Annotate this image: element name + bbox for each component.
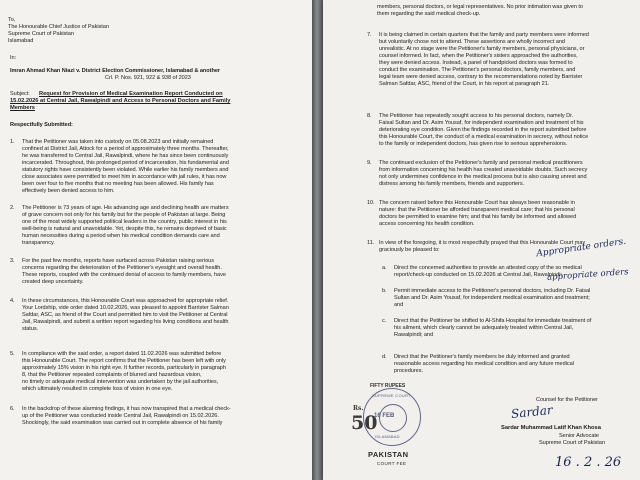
paragraph-line: and bbox=[394, 302, 404, 309]
paragraph-line: Your Lordship, vide order dated 10.02.2026, was pleased to appoint Barrister Salman bbox=[22, 305, 229, 312]
paragraph-line: been over four to five months that no meeting has been allowed. His family has bbox=[22, 181, 214, 188]
page-left bbox=[0, 0, 312, 480]
paragraph-line: to the family or independent doctors, has given rise to serious apprehensions. bbox=[379, 141, 568, 148]
stamp-value: 50 bbox=[351, 412, 378, 434]
paragraph-line: not only undermines confidence in the medical process but is also causing unrest and bbox=[379, 174, 587, 181]
paragraph-line: In these circumstances, this Honourable Court was approached for appropriate relief. bbox=[22, 298, 229, 304]
right-text-area bbox=[323, 0, 640, 480]
paragraph-line: transparency. bbox=[22, 240, 55, 247]
paragraph-line: Safdar, ASC, as friend of the Court and permitted him to visit the Petitioner at Central bbox=[22, 312, 228, 319]
paragraph-line: For the past few months, reports have surfaced across Pakistan raising serious bbox=[22, 258, 214, 264]
paragraph-line: distress among his family members, friends and supporters. bbox=[379, 181, 525, 188]
paragraph-line: The Petitioner has repeatedly sought access to his personal doctors, namely Dr. bbox=[379, 113, 574, 119]
address-line-3: Islamabad bbox=[8, 38, 34, 44]
seal-outer-text: SUPREME COURT bbox=[372, 393, 411, 398]
paragraph-line: from information concerning his health has created unavoidable doubts. Such secrecy bbox=[379, 167, 588, 174]
page-gutter bbox=[312, 0, 323, 480]
paragraph-line: Rawalpindi; and bbox=[394, 332, 434, 339]
paragraph-line: they were denied access. Instead, a panel of handpicked doctors was formed to bbox=[379, 60, 573, 67]
left-text-area bbox=[0, 0, 312, 480]
paragraph-line: one of the most widely supported political leaders in the country, public interest in his bbox=[22, 219, 227, 226]
paragraph-line: It is being claimed in certain quarters that the family and party members were informed bbox=[379, 32, 589, 38]
subject-line-3: Members bbox=[10, 105, 35, 111]
seal-center-text: 16 FEB bbox=[374, 413, 395, 419]
paragraph-line: of grave concern not only for his family but for the people of Pakistan at large. Being bbox=[22, 212, 226, 219]
paragraph-line: Sultan and Dr. Asim Yousaf, for independent medical examination and treatment; bbox=[394, 295, 590, 302]
page-right bbox=[323, 0, 640, 480]
counsel-label: Counsel for the Petitioner bbox=[536, 397, 598, 403]
paragraph-line: incarcerated. Throughout, this prolonged period of incarceration, his fundamental and bbox=[22, 160, 229, 167]
paragraph-line: Permit immediate access to the Petitioner's personal doctors, including Dr. Faisal bbox=[394, 288, 591, 294]
paragraph-number: 9. bbox=[367, 160, 372, 166]
paragraph-number: 3. bbox=[10, 258, 15, 264]
paragraph-line: Direct the concerned authorities to provide an attested copy of the so medical bbox=[394, 265, 582, 271]
paragraph-line: human necessities during a period when his medical condition demands care and bbox=[22, 233, 220, 240]
paragraph-line: procedures. bbox=[394, 368, 423, 375]
paragraph-line: Salman Safdar, ASC, friend of the Court, in his report at paragraph 21. bbox=[379, 81, 550, 88]
paragraph-line: effectively been denied access to him. bbox=[22, 188, 115, 195]
paragraph-line: The continued exclusion of the Petitioner's family and personal medical practitioners bbox=[379, 160, 583, 166]
signatory-title: Senior Advocate bbox=[559, 433, 599, 439]
paragraph-number: c. bbox=[382, 318, 387, 324]
paragraph-line: he was transferred to Central Jail, Rawalpindi, where he has since been continuously bbox=[22, 153, 229, 160]
subject-line-2: 15.02.2026 at Central Jail, Rawalpindi and Access to Personal Doctors and Family bbox=[10, 98, 231, 104]
paragraph-line: report/check-up conducted on 15.02.2026 at Central Jail, Rawalpindi; bbox=[394, 272, 562, 279]
paragraph-line: reasonable access regarding his medical condition and any future medical bbox=[394, 361, 574, 368]
paragraph-line: close associates were permitted to meet him in accordance with jail rules, it has now bbox=[22, 174, 227, 181]
subject-label: Subject: bbox=[10, 91, 30, 97]
paragraph-line: Direct that the Petitioner be shifted to Al-Shifa Hospital for immediate treatment of bbox=[394, 318, 592, 324]
paragraph-line: created deep uncertainty. bbox=[22, 279, 84, 286]
paragraph-line: Jail, Rawalpindi, and submit a written report regarding his living conditions and health bbox=[22, 319, 229, 326]
paragraph-line: Faisal Sultan and Dr. Asim Yousaf, for independent examination and treatment of his bbox=[379, 120, 584, 127]
paragraph-number: 5. bbox=[10, 351, 15, 357]
paragraph-line: deteriorating eye condition. Given the findings recorded in the report submitted before bbox=[379, 127, 587, 134]
case-number: Crl. P. Nos. 921, 922 & 938 of 2023 bbox=[105, 75, 191, 81]
paragraph-line: In the backdrop of these alarming findings, it has now transpired that a medical check- bbox=[22, 406, 231, 412]
paragraph-line: counsel informed. In fact, when the Petitioner's sisters approached the authorities, bbox=[379, 53, 578, 60]
paragraph-line: In view of the foregoing, it is most respectfully prayed that this Honourable Court may bbox=[379, 240, 586, 246]
stamp-fee-label: COURT FEE bbox=[377, 461, 407, 466]
paragraph-line: status. bbox=[22, 326, 39, 333]
paragraph-line: That the Petitioner was taken into custody on 05.08.2023 and initially remained bbox=[22, 139, 214, 145]
paragraph-line: The Petitioner is 73 years of age. His advancing age and declining health are matters bbox=[22, 205, 229, 211]
paragraph-line: doctors be permitted to examine him; and that his family be informed and allowed bbox=[379, 214, 577, 221]
seal-bottom-text: ISLAMABAD bbox=[375, 434, 400, 439]
paragraph-number: 11. bbox=[367, 240, 375, 246]
handwritten-date: 16 . 2 . 26 bbox=[555, 455, 622, 470]
in-label: In: bbox=[10, 55, 17, 61]
stamp-top-label: FIFTY RUPEES bbox=[370, 383, 406, 389]
stamp-rs: Rs. bbox=[353, 405, 364, 412]
paragraph-line: Direct that the Petitioner's family members be duly informed and granted bbox=[394, 354, 570, 360]
paragraph-line: concerns regarding the deterioration of the Petitioner's eyesight and overall health. bbox=[22, 265, 222, 272]
signature: Sardar bbox=[510, 402, 554, 422]
paragraph-number: 6. bbox=[10, 406, 15, 412]
signatory-name: Sardar Muhammad Latif Khan Khosa bbox=[501, 425, 601, 431]
paragraph-line: statutory rights have consistently been violated. While earlier his family members and bbox=[22, 167, 229, 174]
paragraph-line: well-being is natural and unavoidable. Yet, despite this, he remains deprived of basic bbox=[22, 226, 227, 233]
paragraph-line: members, personal doctors, or legal representatives. No prior intimation was given to bbox=[377, 4, 583, 10]
paragraph-number: 1. bbox=[10, 139, 15, 145]
paragraph-line: them regarding the said medical check-up. bbox=[377, 11, 481, 18]
court-seal bbox=[363, 388, 421, 446]
paragraph-number: 2. bbox=[10, 205, 15, 211]
respectfully-submitted: Respectfully Submitted: bbox=[10, 122, 73, 128]
paragraph-line: which ultimately resulted in complete loss of vision in one eye. bbox=[22, 386, 173, 393]
paragraph-line: legal team were denied access, contrary to the recommendations noted by Barrister bbox=[379, 74, 583, 81]
subject-line-1: Request for Provision of Medical Examination Report Conducted on bbox=[39, 91, 223, 97]
paragraph-line: this Honourable Court. The report confirms that the Petitioner has been left with only bbox=[22, 358, 226, 365]
paragraph-line: approximately 15% vision in his right eye. It further records, particularly in paragraph bbox=[22, 365, 226, 372]
paragraph-line: this Honourable Court, the conduct of a medical examination in secrecy, without notice bbox=[379, 134, 589, 141]
paragraph-line: graciously be pleased to: bbox=[379, 247, 440, 254]
paragraph-number: 7. bbox=[367, 32, 372, 38]
paragraph-line: unrealistic. At no stage were the Petitioner's family members, personal physicians, or bbox=[379, 46, 585, 53]
handwritten-note-b: appropriate orders bbox=[546, 267, 629, 283]
paragraph-number: a. bbox=[382, 265, 387, 271]
signatory-court: Supreme Court of Pakistan bbox=[539, 440, 605, 446]
paragraph-line: conduct the examination. The Petitioner's personal doctors, family members, and bbox=[379, 67, 576, 74]
paragraph-line: access concerning his health condition. bbox=[379, 221, 475, 228]
paragraph-number: 8. bbox=[367, 113, 372, 119]
paragraph-line: Shockingly, the said examination was carried out in complete absence of his family bbox=[22, 420, 223, 427]
paragraph-number: 4. bbox=[10, 298, 15, 304]
paragraph-line: nature: that the Petitioner be afforded transparent medical care; that his personal bbox=[379, 207, 575, 214]
address-line-2: Supreme Court of Pakistan bbox=[8, 31, 74, 37]
paragraph-line: The concern raised before this Honourable Court has always been reasonable in bbox=[379, 200, 575, 206]
paragraph-line: up of the Petitioner was conducted inside Central Jail, Rawalpindi on 15.02.2026. bbox=[22, 413, 219, 420]
paragraph-number: d. bbox=[382, 354, 387, 360]
stamp-country: PAKISTAN bbox=[368, 450, 409, 459]
paragraph-line: confined at District Jail, Attock for a period of approximately three months. Thereafter, bbox=[22, 146, 229, 153]
paragraph-number: b. bbox=[382, 288, 387, 294]
paragraph-line: In compliance with the said order, a report dated 11.02.2026 was submitted before bbox=[22, 351, 222, 357]
paragraph-line: These reports, coupled with the continued denial of access to family members, have bbox=[22, 272, 226, 279]
paragraph-number: 10. bbox=[367, 200, 375, 206]
address-line-1: The Honourable Chief Justice of Pakistan bbox=[8, 24, 109, 30]
paragraph-line: but voluntarily chose not to attend. These assertions are wholly incorrect and bbox=[379, 39, 565, 46]
case-title: Imran Ahmad Khan Niazi v. District Election Commissioner, Islamabad & another bbox=[10, 68, 221, 74]
paragraph-line: his ailment, which clearly cannot be adequately treated within Central Jail, bbox=[394, 325, 574, 332]
paragraph-line: no timely or adequate medical intervention was undertaken by the jail authorities, bbox=[22, 379, 219, 386]
salutation-to: To, bbox=[8, 17, 16, 23]
paragraph-line: 8, that the Petitioner repeated complaints of blurred and hazardous vision, bbox=[22, 372, 202, 379]
handwritten-note-a: Appropriate orders. bbox=[535, 236, 627, 260]
